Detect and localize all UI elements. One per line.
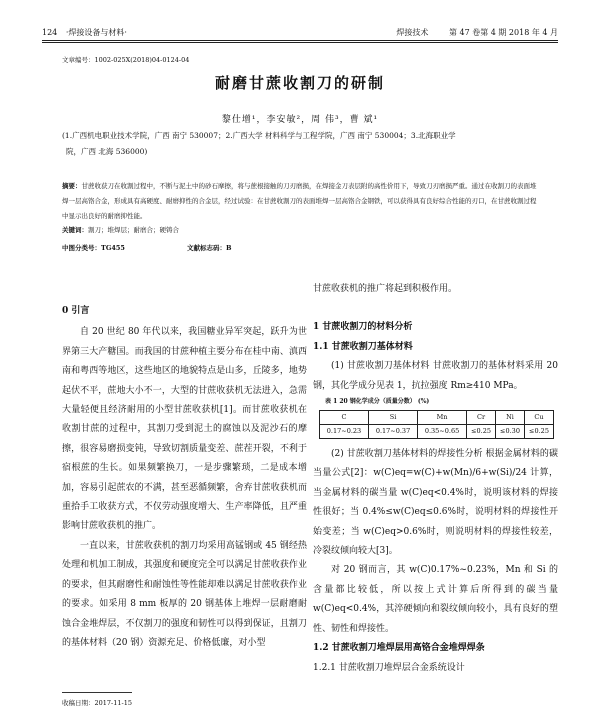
paper-title: 耐磨甘蔗收割刀的研制: [214, 74, 385, 92]
table-header-cell: Cr: [467, 411, 496, 425]
table-header-cell: Mn: [418, 411, 467, 425]
table-header-cell: C: [320, 411, 369, 425]
received-date: 收稿日期：2017-11-15: [62, 699, 132, 707]
section-heading-1-2: 1.2 甘蔗收割刀堆焊层用高铬合金堆焊焊条: [313, 643, 485, 654]
table-header-cell: Ni: [496, 411, 525, 425]
header-right: [396, 27, 558, 38]
keywords: [62, 225, 538, 234]
abstract: [62, 179, 538, 224]
section-heading-1-2-1: 1.2.1 甘蔗收割刀堆焊层合金系统设计: [313, 662, 465, 673]
article-number: 文章编号：1002-025X(2018)04-0124-04: [62, 56, 190, 64]
paragraph: 对 20 钢而言，其 w(C)0.17%~0.23%，Mn 和 Si 的含量都比较低，所以按上式计算后所得到的碳当量 w(C)eq<0.4%，其淬硬倾向和裂纹倾向较小，具有良好的塑性、韧性和焊接性。: [313, 565, 558, 634]
table-header-cell: Cu: [524, 411, 553, 425]
keywords-text: 割刀；堆焊层；耐磨合；硬铸合: [88, 226, 179, 234]
table-cell: ≤0.25: [467, 425, 496, 439]
affiliation-line: 院，广西 北海 536000): [66, 147, 148, 156]
paragraph: (2) 甘蔗收割刀基体材料的焊接性分析 根据金属材料的碳当量公式[2]：w(C)eq=w(C)+w(Mn)/6+w(Si)/24 计算，当金属材料的碳当量 w(C)eq<0.4%时，说明该材料的焊接性很好；当 0.4%≤w(C)eq≤0.6%时，说明材料的焊接性开始变差；当 w(C)eq>0.6%时，则说明材料的焊接性较差，冷裂纹倾向较大[3]。: [313, 449, 558, 557]
header-left: [42, 27, 133, 38]
paragraph-continuation: 甘蔗收获机的推广将起到积极作用。: [313, 284, 458, 294]
paragraph: 一直以来，甘蔗收获机的割刀均采用高锰钢或 45 钢经热处理和机加工制成，其强度和硬度完全可以满足甘蔗收获作业的要求，但其耐磨性和耐蚀性等性能却难以满足甘蔗收获作业的要求。如采用 8 mm 板厚的 20 钢基体上堆焊一层耐磨耐蚀合金堆焊层，不仅割刀的强度和韧性可以得到保证，且割刀的基体材料（20 钢）资源充足、价格低廉，对小型: [62, 540, 307, 648]
table-cell: 0.17~0.23: [320, 425, 369, 439]
abstract-text: 甘蔗收获刀在收割过程中，不断与泥土中的砂石摩擦，将与蔗根接触的刀刃磨损，在焊接金刀表层附的高性价用下，导致刀刃磨损严重。通过在收割刀的表面堆焊一层高铬合金，形成具有高硬度、耐磨抑性的合金层，经过试验：在甘蔗收割刀的表面堆焊一层高铬合金钢铁，可以获得具有良好综合性能的刃口，在甘蔗收割过程中显示出良好的耐磨抑性能。: [62, 182, 537, 220]
table-header-row: [320, 411, 554, 425]
paragraph: (1) 甘蔗收割刀基体材料 甘蔗收割刀的基体材料采用 20 钢，其化学成分见表 1，抗拉强度 Rm≥410 MPa。: [313, 361, 558, 391]
journal-volume: 第 47 卷第 4 期 2018 年 4 月: [448, 28, 558, 37]
table-header-cell: Si: [369, 411, 418, 425]
section-heading-1-1: 1.1 甘蔗收割刀基体材料: [313, 341, 413, 352]
table-row: [320, 425, 554, 439]
keywords-label: 关键词：: [62, 226, 88, 234]
section-heading-intro: 0 引言: [62, 306, 90, 316]
clc-number: 中图分类号：TG455: [62, 244, 125, 252]
header-rule: [42, 40, 558, 41]
classification: [62, 243, 538, 252]
table-cell: 0.35~0.65: [418, 425, 467, 439]
affiliation-line: (1.广西机电职业技术学院，广西 南宁 530007；2.广西大学 材料科学与工程学院，广西 南宁 530004；3.北海职业学: [62, 131, 456, 140]
table-cell: ≤0.30: [496, 425, 525, 439]
section-heading-1: 1 甘蔗收割刀的材料分析: [313, 322, 413, 333]
page-header: [42, 24, 558, 38]
header-rule-2: [42, 42, 558, 43]
journal-section: ·焊接设备与材料·: [65, 28, 127, 37]
abstract-label: 摘要：: [62, 182, 82, 190]
page-number: 124: [42, 28, 58, 37]
affiliations: [62, 128, 538, 160]
paragraph: 自 20 世纪 80 年代以来，我国糖业异军突起，跃升为世界第三大产糖国。而我国的甘蔗种植主要分布在桂中南、滇西南和粤西等地区，这些地区的地貌特点是山多，丘陵多，地势起伏不平，蔗地大小不一，大型的甘蔗收获机无法进入，急需大量轻便且经济耐用的小型甘蔗收获机[1]。而甘蔗收获机在收割甘蔗的过程中，其割刀受到泥土的腐蚀以及泥沙石的摩擦，很容易磨损变钝，导致切割质量变差、蔗茬开裂，不利于宿根蔗的生长。如果频繁换刀，一是步骤繁琐，二是成本增加，容易引起蔗农的不满，甚至恶循频繁，舍弃甘蔗收获机而重拾手工收获方式，不仅劳动强度增大、生产率降低，且严重影响甘蔗收获机的推广。: [62, 327, 307, 532]
left-column: [62, 302, 307, 653]
footnote-rule: [62, 692, 132, 693]
table-caption: 表 1 20 钢化学成分（质量分数） (%): [325, 398, 430, 406]
authors: 黎仕增¹，李安敏²，周 伟³，曹 斌¹: [221, 115, 379, 125]
right-column: [313, 280, 558, 678]
journal-name: 焊接技术: [396, 28, 429, 37]
doc-code: 文献标志码：B: [187, 244, 232, 252]
table-cell: ≤0.25: [524, 425, 553, 439]
table-cell: 0.17~0.37: [369, 425, 418, 439]
composition-table: [319, 410, 554, 439]
